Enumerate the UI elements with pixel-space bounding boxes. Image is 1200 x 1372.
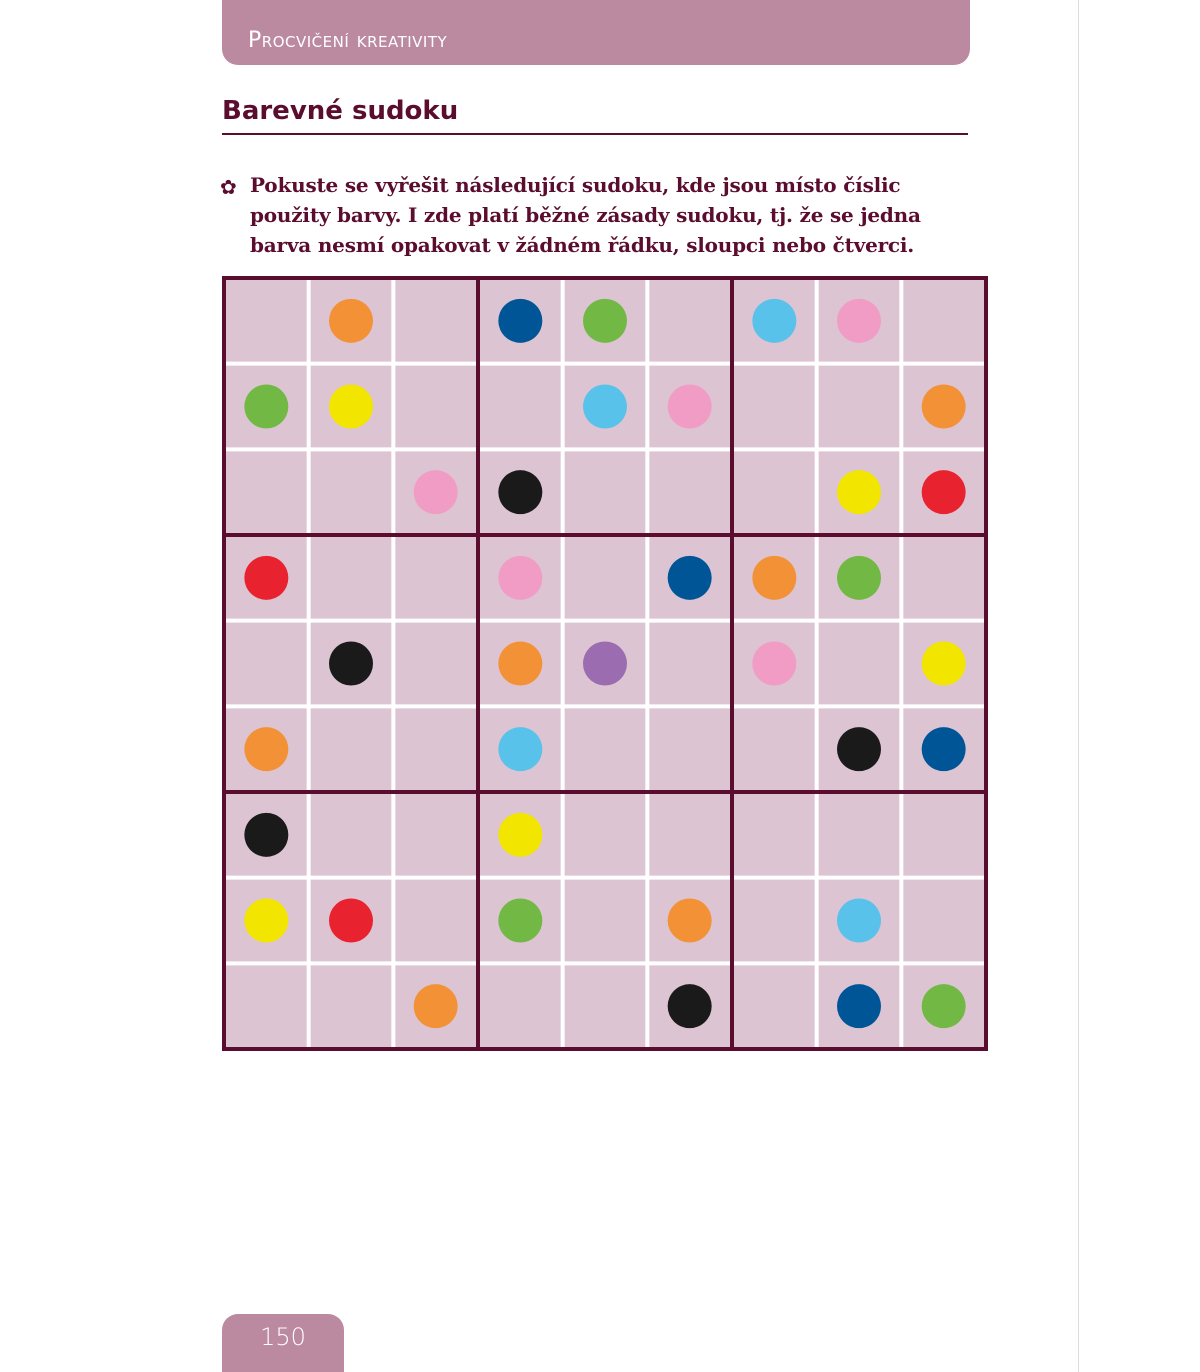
page-edge-rule xyxy=(1078,0,1079,1372)
green-dot xyxy=(922,984,966,1028)
page-number-tab xyxy=(222,1314,344,1372)
sudoku-grid xyxy=(222,276,988,1051)
blue-dot xyxy=(668,556,712,600)
cyan-dot xyxy=(837,899,881,943)
instructions-text: Pokuste se vyřešit následující sudoku, kde jsou místo číslic použity barvy. I zde platí běžné zásady sudoku, tj. že se jedna barva nesmí opakovat v žádném řádku, sloupci nebo čtverci. xyxy=(250,173,921,257)
yellow-dot xyxy=(498,813,542,857)
pink-dot xyxy=(498,556,542,600)
green-dot xyxy=(837,556,881,600)
orange-dot xyxy=(498,642,542,686)
cyan-dot xyxy=(498,727,542,771)
black-dot xyxy=(668,984,712,1028)
yellow-dot xyxy=(837,470,881,514)
green-dot xyxy=(498,899,542,943)
black-dot xyxy=(498,470,542,514)
orange-dot xyxy=(414,984,458,1028)
page-number: 150 xyxy=(260,1323,306,1351)
red-dot xyxy=(244,556,288,600)
section-header xyxy=(222,0,970,65)
orange-dot xyxy=(668,899,712,943)
blue-dot xyxy=(837,984,881,1028)
section-title: Procvičení kreativity xyxy=(248,28,448,53)
sudoku-board xyxy=(222,276,988,1051)
orange-dot xyxy=(922,385,966,429)
pink-dot xyxy=(668,385,712,429)
yellow-dot xyxy=(922,642,966,686)
red-dot xyxy=(922,470,966,514)
blue-dot xyxy=(922,727,966,771)
pink-dot xyxy=(837,299,881,343)
flower-bullet-icon: ✿ xyxy=(220,175,237,199)
cyan-dot xyxy=(752,299,796,343)
orange-dot xyxy=(244,727,288,771)
purple-dot xyxy=(583,642,627,686)
green-dot xyxy=(583,299,627,343)
cyan-dot xyxy=(583,385,627,429)
yellow-dot xyxy=(329,385,373,429)
black-dot xyxy=(329,642,373,686)
black-dot xyxy=(244,813,288,857)
page-title: Barevné sudoku xyxy=(222,96,459,126)
red-dot xyxy=(329,899,373,943)
title-underline xyxy=(222,133,968,135)
yellow-dot xyxy=(244,899,288,943)
pink-dot xyxy=(414,470,458,514)
orange-dot xyxy=(752,556,796,600)
pink-dot xyxy=(752,642,796,686)
green-dot xyxy=(244,385,288,429)
blue-dot xyxy=(498,299,542,343)
black-dot xyxy=(837,727,881,771)
orange-dot xyxy=(329,299,373,343)
